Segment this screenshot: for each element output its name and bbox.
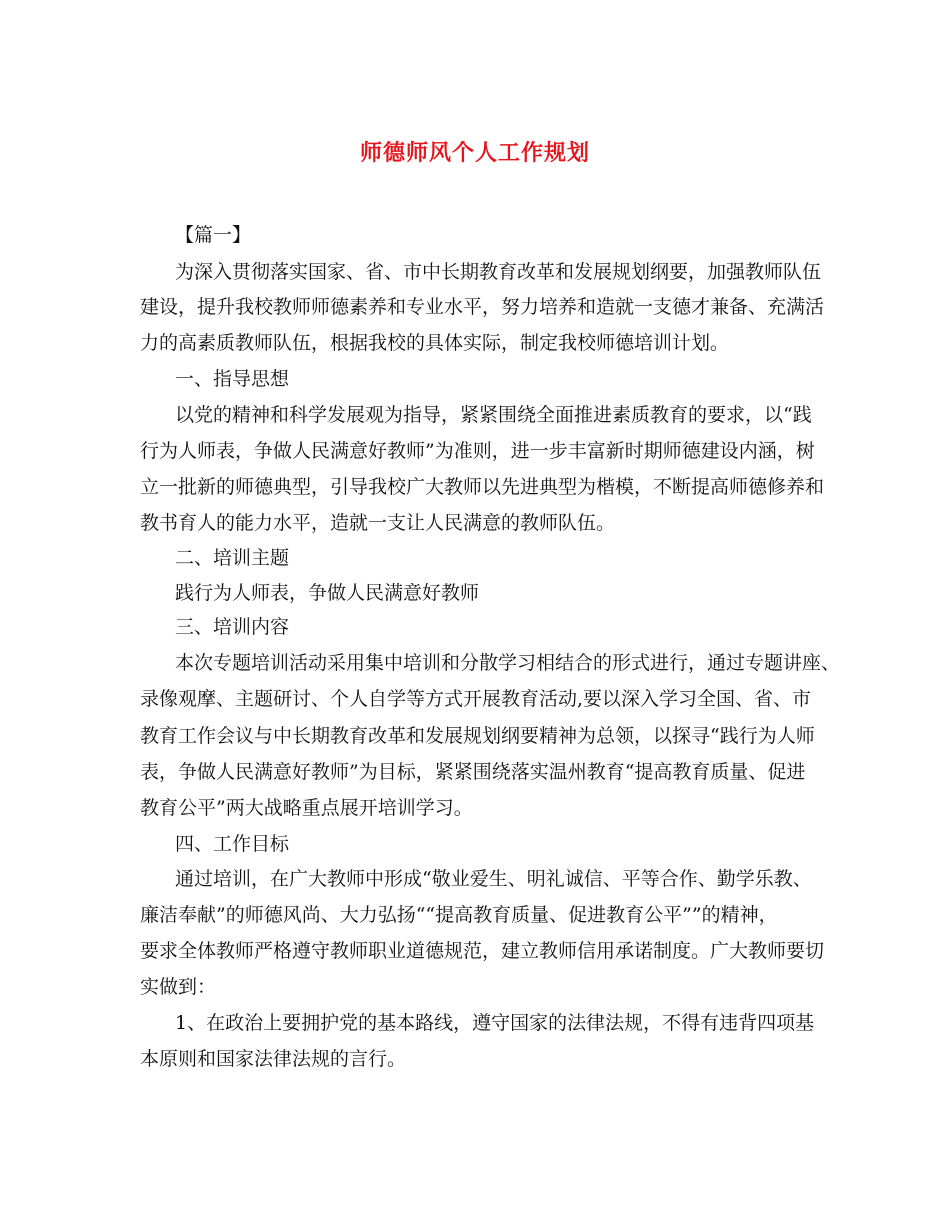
- document-title: 师德师风个人工作规划: [359, 140, 590, 166]
- section-heading: 三、培训内容: [175, 616, 290, 638]
- section-label: 【篇一】: [175, 224, 252, 246]
- paragraph-line: 教书育人的能力水平，造就一支让人民满意的教师队伍。: [140, 512, 616, 534]
- list-item-line: 本原则和国家法律法规的言行。: [140, 1048, 407, 1070]
- paragraph-line: 本次专题培训活动采用集中培训和分散学习相结合的形式进行，通过专题讲座、: [175, 652, 841, 674]
- paragraph-line: 通过培训，在广大教师中形成“敬业爱生、明礼诚信、平等合作、勤学乐教、: [175, 868, 812, 890]
- section-heading: 二、培训主题: [175, 547, 290, 569]
- paragraph-line: 实做到：: [140, 976, 217, 998]
- paragraph-line: 要求全体教师严格遵守教师职业道德规范，建立教师信用承诺制度。广大教师要切: [140, 940, 825, 962]
- paragraph-line: 教育工作会议与中长期教育改革和发展规划纲要精神为总领，以探寻“践行为人师: [140, 725, 815, 747]
- list-item-line: 1、在政治上要拥护党的基本路线，遵守国家的法律法规，不得有违背四项基: [175, 1012, 815, 1034]
- paragraph-line: 录像观摩、主题研讨、个人自学等方式开展教育活动,要以深入学习全国、省、市: [140, 688, 812, 710]
- section-heading: 四、工作目标: [175, 833, 290, 855]
- paragraph-line: 以党的精神和科学发展观为指导，紧紧围绕全面推进素质教育的要求，以“践: [175, 404, 812, 426]
- paragraph-line: 教育公平”两大战略重点展开培训学习。: [140, 797, 473, 819]
- paragraph-line: 行为人师表，争做人民满意好教师”为准则，进一步丰富新时期师德建设内涵，树: [140, 440, 815, 462]
- paragraph-line: 表，争做人民满意好教师”为目标，紧紧围绕落实温州教育“提高教育质量、促进: [140, 761, 806, 783]
- paragraph-line: 践行为人师表，争做人民满意好教师: [175, 582, 480, 604]
- paragraph-line: 廉洁奉献”的师德风尚、大力弘扬““提高教育质量、促进教育公平””的精神，: [140, 904, 778, 926]
- paragraph-line: 为深入贯彻落实国家、省、市中长期教育改革和发展规划纲要，加强教师队伍: [175, 261, 822, 283]
- section-heading: 一、指导思想: [175, 368, 290, 390]
- paragraph-line: 力的高素质教师队伍，根据我校的具体实际，制定我校师德培训计划。: [140, 332, 730, 354]
- paragraph-line: 立一批新的师德典型，引导我校广大教师以先进典型为楷模，不断提高师德修养和: [140, 476, 825, 498]
- paragraph-line: 建设，提升我校教师师德素养和专业水平，努力培养和造就一支德才兼备、充满活: [140, 296, 825, 318]
